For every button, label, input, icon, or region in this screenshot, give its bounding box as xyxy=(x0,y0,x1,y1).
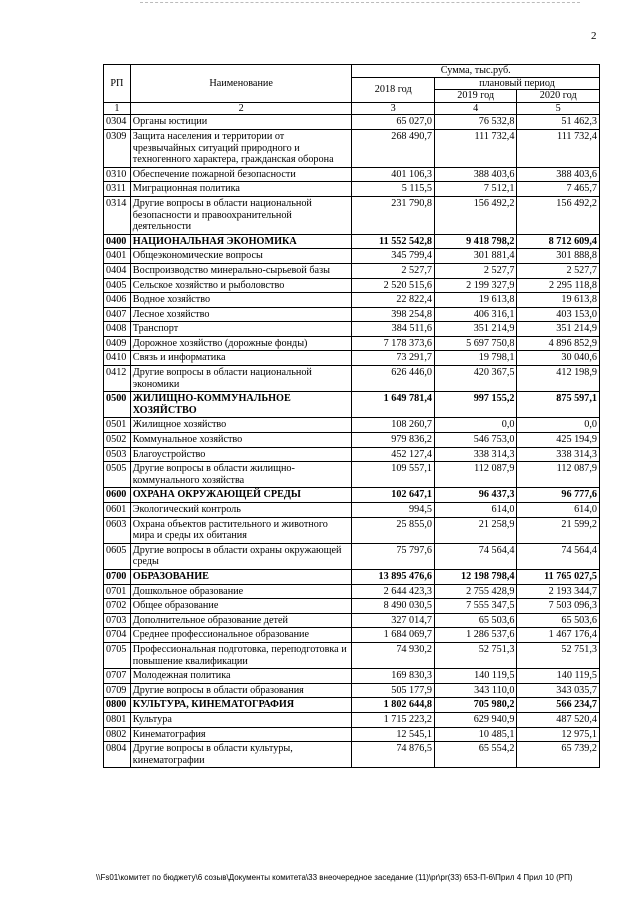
row-name: Другие вопросы в области образования xyxy=(130,683,352,698)
header-code: РП xyxy=(104,65,131,103)
table-row xyxy=(104,336,600,351)
row-value-2018: 12 545,1 xyxy=(352,727,434,742)
row-code: 0400 xyxy=(104,234,131,249)
row-value-2018: 8 490 030,5 xyxy=(352,599,434,614)
row-value-2020: 96 777,6 xyxy=(517,488,600,503)
row-value-2019: 21 258,9 xyxy=(434,517,516,543)
column-number: 5 xyxy=(517,102,600,115)
row-name: Культура xyxy=(130,712,352,727)
row-name: КУЛЬТУРА, КИНЕМАТОГРАФИЯ xyxy=(130,698,352,713)
table-row xyxy=(104,167,600,182)
row-name: Транспорт xyxy=(130,322,352,337)
row-value-2020: 4 896 852,9 xyxy=(517,336,600,351)
column-number: 2 xyxy=(130,102,352,115)
row-value-2020: 614,0 xyxy=(517,503,600,518)
row-value-2018: 268 490,7 xyxy=(352,129,434,167)
row-code: 0801 xyxy=(104,712,131,727)
column-number: 4 xyxy=(434,102,516,115)
table-row xyxy=(104,613,600,628)
row-code: 0410 xyxy=(104,351,131,366)
row-code: 0601 xyxy=(104,503,131,518)
row-value-2020: 412 198,9 xyxy=(517,366,600,392)
row-value-2019: 12 198 798,4 xyxy=(434,569,516,584)
header-planned-period: плановый период xyxy=(434,77,599,90)
row-value-2020: 21 599,2 xyxy=(517,517,600,543)
row-name: Лесное хозяйство xyxy=(130,307,352,322)
header-year-2018: 2018 год xyxy=(352,77,434,102)
row-name: Экологический контроль xyxy=(130,503,352,518)
row-code: 0405 xyxy=(104,278,131,293)
row-code: 0701 xyxy=(104,584,131,599)
row-value-2019: 343 110,0 xyxy=(434,683,516,698)
row-value-2020: 2 527,7 xyxy=(517,263,600,278)
row-value-2020: 52 751,3 xyxy=(517,642,600,668)
row-code: 0311 xyxy=(104,182,131,197)
row-value-2018: 327 014,7 xyxy=(352,613,434,628)
row-value-2018: 11 552 542,8 xyxy=(352,234,434,249)
row-name: Водное хозяйство xyxy=(130,293,352,308)
table-row xyxy=(104,366,600,392)
row-value-2020: 0,0 xyxy=(517,418,600,433)
row-name: Дополнительное образование детей xyxy=(130,613,352,628)
row-name: ЖИЛИЩНО-КОММУНАЛЬНОЕ ХОЗЯЙСТВО xyxy=(130,392,352,418)
row-code: 0502 xyxy=(104,433,131,448)
row-value-2019: 140 119,5 xyxy=(434,669,516,684)
header-year-2019: 2019 год xyxy=(434,90,516,103)
table-row xyxy=(104,628,600,643)
row-code: 0603 xyxy=(104,517,131,543)
table-row xyxy=(104,584,600,599)
row-value-2019: 65 554,2 xyxy=(434,742,516,768)
row-value-2018: 384 511,6 xyxy=(352,322,434,337)
row-name: Дошкольное образование xyxy=(130,584,352,599)
row-value-2020: 8 712 609,4 xyxy=(517,234,600,249)
row-value-2018: 74 876,5 xyxy=(352,742,434,768)
row-value-2019: 2 199 327,9 xyxy=(434,278,516,293)
row-value-2018: 74 930,2 xyxy=(352,642,434,668)
table-row xyxy=(104,698,600,713)
row-value-2018: 5 115,5 xyxy=(352,182,434,197)
row-value-2018: 102 647,1 xyxy=(352,488,434,503)
table-row xyxy=(104,263,600,278)
table-row xyxy=(104,433,600,448)
table-row xyxy=(104,503,600,518)
row-code: 0702 xyxy=(104,599,131,614)
row-value-2018: 13 895 476,6 xyxy=(352,569,434,584)
row-value-2018: 108 260,7 xyxy=(352,418,434,433)
row-value-2019: 2 755 428,9 xyxy=(434,584,516,599)
table-row xyxy=(104,182,600,197)
row-value-2020: 403 153,0 xyxy=(517,307,600,322)
row-value-2020: 140 119,5 xyxy=(517,669,600,684)
row-code: 0709 xyxy=(104,683,131,698)
column-number-row xyxy=(104,102,600,115)
row-code: 0501 xyxy=(104,418,131,433)
row-code: 0409 xyxy=(104,336,131,351)
row-value-2020: 11 765 027,5 xyxy=(517,569,600,584)
row-value-2019: 301 881,4 xyxy=(434,249,516,264)
row-name: Коммунальное хозяйство xyxy=(130,433,352,448)
row-code: 0800 xyxy=(104,698,131,713)
table-row xyxy=(104,569,600,584)
header-year-2020: 2020 год xyxy=(517,90,600,103)
row-name: Другие вопросы в области национальной экономики xyxy=(130,366,352,392)
row-value-2018: 398 254,8 xyxy=(352,307,434,322)
row-name: ОБРАЗОВАНИЕ xyxy=(130,569,352,584)
row-value-2020: 156 492,2 xyxy=(517,196,600,234)
row-code: 0309 xyxy=(104,129,131,167)
row-value-2019: 388 403,6 xyxy=(434,167,516,182)
row-value-2018: 109 557,1 xyxy=(352,462,434,488)
page-number: 2 xyxy=(591,30,597,42)
row-value-2018: 73 291,7 xyxy=(352,351,434,366)
row-name: Другие вопросы в области культуры, кинематографии xyxy=(130,742,352,768)
row-code: 0412 xyxy=(104,366,131,392)
column-number: 1 xyxy=(104,102,131,115)
table-row xyxy=(104,683,600,698)
table-row xyxy=(104,293,600,308)
row-value-2019: 7 512,1 xyxy=(434,182,516,197)
table-row xyxy=(104,727,600,742)
row-value-2019: 0,0 xyxy=(434,418,516,433)
row-value-2019: 614,0 xyxy=(434,503,516,518)
row-value-2019: 7 555 347,5 xyxy=(434,599,516,614)
row-name: Сельское хозяйство и рыболовство xyxy=(130,278,352,293)
table-body xyxy=(104,115,600,768)
row-value-2018: 401 106,3 xyxy=(352,167,434,182)
row-value-2020: 388 403,6 xyxy=(517,167,600,182)
row-name: Профессиональная подготовка, переподготовка и повышение квалификации xyxy=(130,642,352,668)
row-value-2018: 994,5 xyxy=(352,503,434,518)
table-row xyxy=(104,599,600,614)
row-value-2020: 301 888,8 xyxy=(517,249,600,264)
row-name: Жилищное хозяйство xyxy=(130,418,352,433)
table-row xyxy=(104,351,600,366)
row-code: 0703 xyxy=(104,613,131,628)
file-path-footer: \\Fs01\комитет по бюджету\6 созыв\Документы комитета\33 внеочередное заседание (11)\pr\pr(33) 653-П-6\Прил 4 Прил 10 (РП) xyxy=(96,873,573,882)
row-name: Защита населения и территории от чрезвычайных ситуаций природного и техногенного характера, гражданская оборона xyxy=(130,129,352,167)
row-value-2018: 2 520 515,6 xyxy=(352,278,434,293)
table-row xyxy=(104,307,600,322)
row-code: 0707 xyxy=(104,669,131,684)
table-row xyxy=(104,712,600,727)
table-row xyxy=(104,517,600,543)
table-row xyxy=(104,418,600,433)
row-value-2019: 19 613,8 xyxy=(434,293,516,308)
row-value-2018: 22 822,4 xyxy=(352,293,434,308)
row-name: Молодежная политика xyxy=(130,669,352,684)
row-value-2019: 629 940,9 xyxy=(434,712,516,727)
row-value-2020: 7 503 096,3 xyxy=(517,599,600,614)
row-value-2019: 112 087,9 xyxy=(434,462,516,488)
row-value-2018: 2 644 423,3 xyxy=(352,584,434,599)
row-value-2019: 156 492,2 xyxy=(434,196,516,234)
row-value-2018: 1 715 223,2 xyxy=(352,712,434,727)
row-value-2019: 2 527,7 xyxy=(434,263,516,278)
row-value-2020: 875 597,1 xyxy=(517,392,600,418)
row-code: 0304 xyxy=(104,115,131,130)
row-name: Дорожное хозяйство (дорожные фонды) xyxy=(130,336,352,351)
scan-edge-line xyxy=(140,2,580,3)
row-code: 0600 xyxy=(104,488,131,503)
row-value-2020: 12 975,1 xyxy=(517,727,600,742)
table-row xyxy=(104,392,600,418)
row-code: 0802 xyxy=(104,727,131,742)
row-value-2019: 5 697 750,8 xyxy=(434,336,516,351)
row-value-2019: 65 503,6 xyxy=(434,613,516,628)
row-value-2019: 997 155,2 xyxy=(434,392,516,418)
row-name: Другие вопросы в области национальной безопасности и правоохранительной деятельности xyxy=(130,196,352,234)
row-value-2018: 75 797,6 xyxy=(352,543,434,569)
row-value-2020: 425 194,9 xyxy=(517,433,600,448)
row-code: 0804 xyxy=(104,742,131,768)
row-code: 0503 xyxy=(104,447,131,462)
row-value-2019: 76 532,8 xyxy=(434,115,516,130)
row-value-2019: 10 485,1 xyxy=(434,727,516,742)
row-code: 0605 xyxy=(104,543,131,569)
row-name: Связь и информатика xyxy=(130,351,352,366)
row-value-2020: 7 465,7 xyxy=(517,182,600,197)
table-row xyxy=(104,543,600,569)
row-name: Воспроизводство минерально-сырьевой базы xyxy=(130,263,352,278)
row-value-2019: 52 751,3 xyxy=(434,642,516,668)
header-amount: Сумма, тыс.руб. xyxy=(352,65,600,78)
row-value-2020: 487 520,4 xyxy=(517,712,600,727)
row-value-2020: 2 193 344,7 xyxy=(517,584,600,599)
row-value-2020: 65 739,2 xyxy=(517,742,600,768)
row-value-2019: 546 753,0 xyxy=(434,433,516,448)
row-value-2019: 9 418 798,2 xyxy=(434,234,516,249)
row-name: Общее образование xyxy=(130,599,352,614)
row-value-2018: 345 799,4 xyxy=(352,249,434,264)
row-value-2020: 51 462,3 xyxy=(517,115,600,130)
row-value-2018: 505 177,9 xyxy=(352,683,434,698)
header-name: Наименование xyxy=(130,65,352,103)
row-value-2018: 1 649 781,4 xyxy=(352,392,434,418)
row-value-2018: 979 836,2 xyxy=(352,433,434,448)
row-value-2018: 2 527,7 xyxy=(352,263,434,278)
row-value-2019: 1 286 537,6 xyxy=(434,628,516,643)
row-name: Общеэкономические вопросы xyxy=(130,249,352,264)
row-name: Среднее профессиональное образование xyxy=(130,628,352,643)
row-code: 0700 xyxy=(104,569,131,584)
row-value-2020: 65 503,6 xyxy=(517,613,600,628)
row-name: Кинематография xyxy=(130,727,352,742)
row-value-2018: 452 127,4 xyxy=(352,447,434,462)
row-code: 0500 xyxy=(104,392,131,418)
row-value-2018: 626 446,0 xyxy=(352,366,434,392)
table-row xyxy=(104,234,600,249)
row-code: 0314 xyxy=(104,196,131,234)
table-row xyxy=(104,642,600,668)
row-code: 0704 xyxy=(104,628,131,643)
row-value-2018: 65 027,0 xyxy=(352,115,434,130)
row-value-2019: 74 564,4 xyxy=(434,543,516,569)
row-value-2019: 338 314,3 xyxy=(434,447,516,462)
table-row xyxy=(104,278,600,293)
row-name: Органы юстиции xyxy=(130,115,352,130)
row-value-2019: 19 798,1 xyxy=(434,351,516,366)
row-value-2020: 1 467 176,4 xyxy=(517,628,600,643)
row-value-2018: 169 830,3 xyxy=(352,669,434,684)
row-value-2020: 566 234,7 xyxy=(517,698,600,713)
row-value-2019: 705 980,2 xyxy=(434,698,516,713)
row-name: Миграционная политика xyxy=(130,182,352,197)
row-value-2019: 351 214,9 xyxy=(434,322,516,337)
row-value-2018: 1 684 069,7 xyxy=(352,628,434,643)
table-row xyxy=(104,115,600,130)
row-value-2019: 420 367,5 xyxy=(434,366,516,392)
row-value-2018: 1 802 644,8 xyxy=(352,698,434,713)
row-value-2020: 30 040,6 xyxy=(517,351,600,366)
row-name: Обеспечение пожарной безопасности xyxy=(130,167,352,182)
table-row xyxy=(104,462,600,488)
row-code: 0401 xyxy=(104,249,131,264)
row-code: 0408 xyxy=(104,322,131,337)
table-row xyxy=(104,742,600,768)
row-name: НАЦИОНАЛЬНАЯ ЭКОНОМИКА xyxy=(130,234,352,249)
row-code: 0407 xyxy=(104,307,131,322)
row-name: Другие вопросы в области охраны окружающей среды xyxy=(130,543,352,569)
row-value-2018: 7 178 373,6 xyxy=(352,336,434,351)
row-value-2020: 343 035,7 xyxy=(517,683,600,698)
table-row xyxy=(104,129,600,167)
row-value-2018: 231 790,8 xyxy=(352,196,434,234)
row-name: Другие вопросы в области жилищно-коммунального хозяйства xyxy=(130,462,352,488)
row-code: 0404 xyxy=(104,263,131,278)
table-row xyxy=(104,669,600,684)
table-row xyxy=(104,249,600,264)
row-name: Благоустройство xyxy=(130,447,352,462)
row-code: 0705 xyxy=(104,642,131,668)
table-row xyxy=(104,322,600,337)
row-value-2019: 111 732,4 xyxy=(434,129,516,167)
row-value-2018: 25 855,0 xyxy=(352,517,434,543)
row-name: Охрана объектов растительного и животного мира и среды их обитания xyxy=(130,517,352,543)
column-number: 3 xyxy=(352,102,434,115)
row-value-2020: 74 564,4 xyxy=(517,543,600,569)
table-row xyxy=(104,488,600,503)
budget-table xyxy=(103,64,600,768)
table-row xyxy=(104,447,600,462)
row-code: 0406 xyxy=(104,293,131,308)
row-value-2020: 351 214,9 xyxy=(517,322,600,337)
row-value-2020: 19 613,8 xyxy=(517,293,600,308)
row-value-2020: 112 087,9 xyxy=(517,462,600,488)
row-value-2019: 406 316,1 xyxy=(434,307,516,322)
row-code: 0505 xyxy=(104,462,131,488)
row-value-2019: 96 437,3 xyxy=(434,488,516,503)
row-value-2020: 2 295 118,8 xyxy=(517,278,600,293)
row-value-2020: 338 314,3 xyxy=(517,447,600,462)
header-row-1 xyxy=(104,65,600,78)
row-name: ОХРАНА ОКРУЖАЮЩЕЙ СРЕДЫ xyxy=(130,488,352,503)
row-value-2020: 111 732,4 xyxy=(517,129,600,167)
table-row xyxy=(104,196,600,234)
row-code: 0310 xyxy=(104,167,131,182)
